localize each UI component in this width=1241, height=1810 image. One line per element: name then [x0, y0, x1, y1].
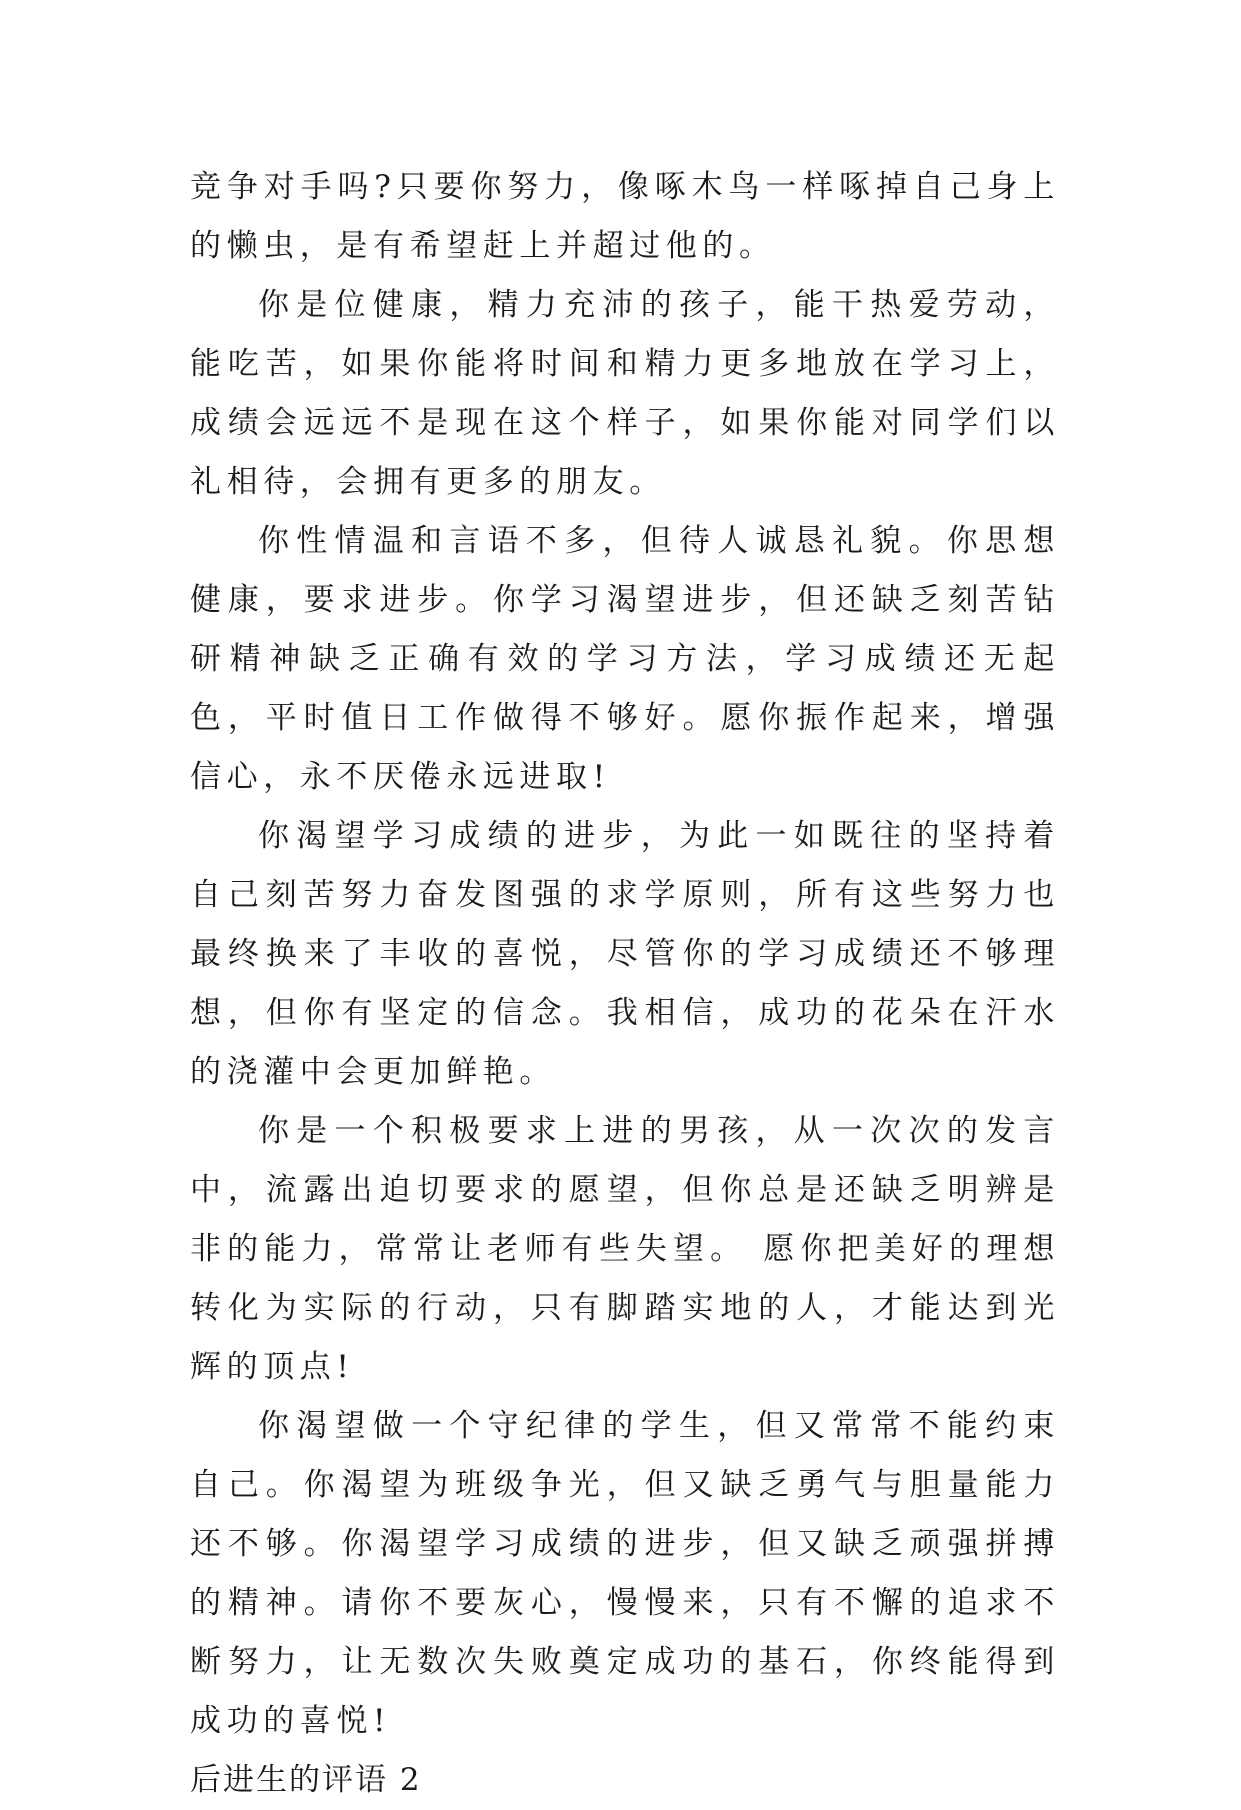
document-body [190, 158, 1060, 1810]
paragraph-2: 你是位健康，精力充沛的孩子，能干热爱劳动，能吃苦，如果你能将时间和精力更多地放在学习上，成绩会远远不是现在这个样子，如果你能对同学们以礼相待，会拥有更多的朋友。 [190, 287, 1060, 500]
section-heading: 后进生的评语 2 [190, 1762, 422, 1798]
paragraph-6: 你渴望做一个守纪律的学生，但又常常不能约束自己。你渴望为班级争光，但又缺乏勇气与胆量能力还不够。你渴望学习成绩的进步，但又缺乏顽强拼搏的精神。请你不要灰心，慢慢来，只有不懈的追求不断努力，让无数次失败奠定成功的基石，你终能得到成功的喜悦! [190, 1408, 1060, 1739]
paragraph-4: 你渴望学习成绩的进步，为此一如既往的坚持着自己刻苦努力奋发图强的求学原则，所有这些努力也最终换来了丰收的喜悦，尽管你的学习成绩还不够理想，但你有坚定的信念。我相信，成功的花朵在汗水的浇灌中会更加鲜艳。 [190, 818, 1060, 1090]
paragraph-5: 你是一个积极要求上进的男孩，从一次次的发言中，流露出迫切要求的愿望，但你总是还缺乏明辨是非的能力，常常让老师有些失望。 愿你把美好的理想转化为实际的行动，只有脚踏实地的人，才能达到光辉的顶点! [190, 1113, 1060, 1385]
paragraph-1: 竞争对手吗?只要你努力，像啄木鸟一样啄掉自己身上的懒虫，是有希望赶上并超过他的。 [190, 169, 1060, 264]
paragraph-3: 你性情温和言语不多，但待人诚恳礼貌。你思想健康，要求进步。你学习渴望进步，但还缺乏刻苦钻研精神缺乏正确有效的学习方法，学习成绩还无起色，平时值日工作做得不够好。愿你振作起来，增强信心，永不厌倦永远进取! [190, 523, 1060, 795]
